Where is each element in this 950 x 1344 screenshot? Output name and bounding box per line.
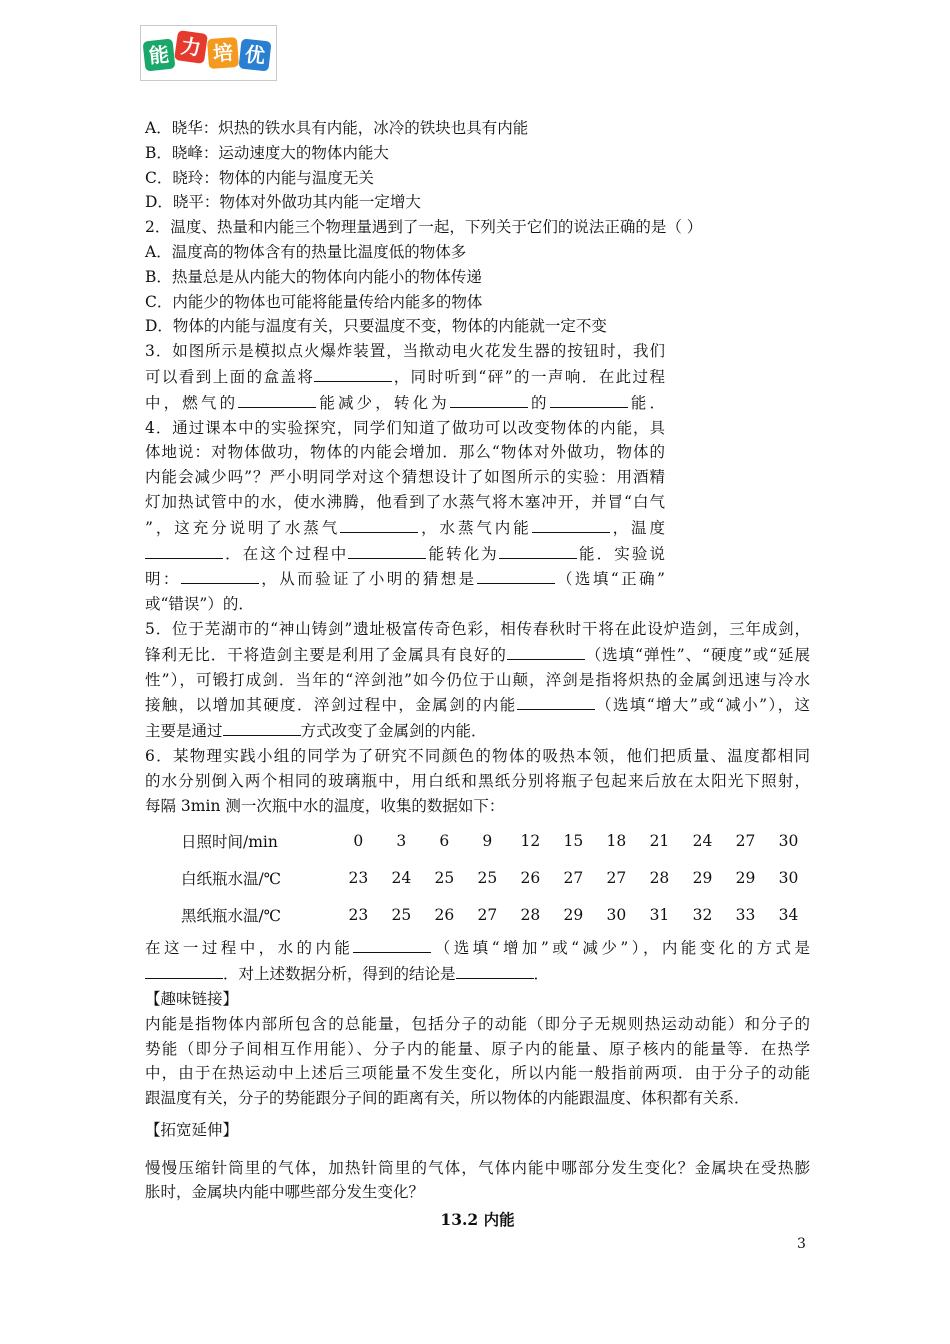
q4-text: （选填“正确” [554,570,665,589]
q5-line [145,642,810,668]
table-cell: 27 [563,868,584,887]
q5-line [145,718,810,744]
q6-text: ． [533,965,550,984]
q4-line [145,541,665,567]
answer-blank[interactable] [450,390,528,408]
table-cell: 25 [391,905,412,924]
q4-text: ”，这充分说明了水蒸气 [145,518,341,537]
table-row [181,896,810,933]
question-6 [145,744,810,987]
table-cell: 33 [735,905,756,924]
row-label: 白纸瓶水温/℃ [181,869,282,888]
q3-line [145,390,665,416]
table-cell: 29 [692,868,713,887]
q4-line: 灯加热试管中的水，使水沸腾，他看到了水蒸气将木塞冲开，并冒“白气 [145,492,665,511]
answer-blank[interactable] [238,390,316,408]
logo-char: 力 [174,30,208,64]
q5-text: 锋利无比．干将造剑主要是利用了金属具有良好的 [145,645,507,664]
answer-blank[interactable] [145,961,223,979]
q5-line: 性”），可锻打成剑．当年的“淬剑池”如今仍位于山颠，淬剑是指将炽热的金属剑迅速与冷水 [145,670,810,689]
q6-line: 每隔 3min 测一次瓶中水的温度，收集的数据如下： [145,796,505,815]
q4-line: 或“错误”）的． [145,595,254,614]
answer-blank[interactable] [314,364,392,382]
q5-text: 主要是通过 [145,722,223,741]
q4-line [145,566,665,592]
table-cell: 21 [649,831,670,850]
q3-text: 能减少，转化为 [316,393,450,412]
table-cell: 25 [477,868,498,887]
q1-option-d: D．晓平：物体对外做功其内能一定增大 [145,193,421,212]
table-cell: 26 [520,868,541,887]
table-cell: 25 [434,868,455,887]
table-cell: 30 [778,868,799,887]
q3-line: 3．如图所示是模拟点火爆炸装置，当揿动电火花发生器的按钮时，我们 [145,342,665,361]
answer-blank[interactable] [550,390,628,408]
q2-option-b: B．热量总是从内能大的物体向内能小的物体传递 [145,267,482,286]
q6-line [145,961,810,987]
answer-blank[interactable] [340,515,418,533]
table-cell: 30 [606,905,627,924]
q6-line: 6．某物理实践小组的同学为了研究不同颜色的物体的吸热本领，他们把质量、温度都相同 [145,746,810,765]
q1-option-a: A．晓华：炽热的铁水具有内能，冰冷的铁块也具有内能 [145,119,529,137]
q4-line: 体地说：对物体做功，物体的内能会增加．那么“物体对外做功，物体的 [145,443,665,462]
table-cell: 31 [649,905,670,924]
q5-text: 方式改变了金属剑的内能． [300,722,487,741]
fun-link-section [145,987,810,1111]
fun-line: 中，由于在热运动中上述后三项能量不发生变化，所以内能一般指前两项．由于分子的动能 [145,1064,810,1083]
q2-option-a: A．温度高的物体含有的热量比温度低的物体多 [145,242,467,261]
answer-blank[interactable] [477,566,555,584]
q2-option-c: C．内能少的物体也可能将能量传给内能多的物体 [145,292,483,311]
q5-line: 5．位于芜湖市的“神山铸剑”遗址极富传奇色彩，相传春秋时干将在此设炉造剑，三年成剑， [145,619,810,638]
ext-line: 胀时，金属块内能中哪些部分发生变化？ [145,1183,425,1202]
table-cell: 29 [735,868,756,887]
q3-text: 可以看到上面的盒盖将 [145,367,315,386]
q5-text: （选填“弹性”、“硬度”或“延展 [584,645,810,664]
q6-line: 的水分别倒入两个相同的玻璃瓶中，用白纸和黑纸分别将瓶子包起来后放在太阳光下照射， [145,771,810,790]
q4-text: ，水蒸气内能 [418,518,532,537]
table-cell: 27 [735,831,756,850]
table-row [181,822,810,859]
answer-blank[interactable] [507,642,585,660]
q4-text: 能．实验说 [576,544,665,563]
fun-line: 势能（即分子间相互作用能）、分子内的能量、原子内的能量、原子核内的能量等．在热学 [145,1039,810,1058]
q2-stem: 2．温度、热量和内能三个物理量遇到了一起，下列关于它们的说法正确的是（ ） [145,218,703,237]
table-cell: 32 [692,905,713,924]
table-cell: 28 [520,905,541,924]
answer-blank[interactable] [353,935,431,953]
table-cell: 9 [482,831,493,850]
q6-text: （选填“增加”或“减少”），内能变化的方式是 [431,939,810,958]
answer-blank[interactable] [456,961,534,979]
q5-text: （选填“增大”或“减小”），这 [594,696,810,715]
q4-text: 明： [145,570,181,589]
section-heading: 【趣味链接】 [145,989,239,1008]
ext-line: 慢慢压缩针筒里的气体，加热针筒里的气体，气体内能中哪部分发生变化？金属块在受热膨 [145,1158,810,1177]
q3-text: ，同时听到“砰”的一声响．在此过程 [392,367,665,386]
logo-char: 能 [143,39,176,72]
row-label: 日照时间/min [181,832,278,851]
question-3 [145,339,810,415]
q4-text: 能转化为 [426,544,499,563]
logo [140,25,277,81]
page-number: 3 [797,1236,806,1252]
question-4 [145,416,810,617]
table-cell: 6 [439,831,450,850]
table-cell: 27 [477,905,498,924]
q2-option-d: D．物体的内能与温度有关，只要温度不变，物体的内能就一定不变 [145,317,607,336]
q4-text: ．在这个过程中 [223,544,349,563]
table-cell: 0 [353,831,364,850]
answer-blank[interactable] [145,541,223,559]
q3-text: 能． [627,393,665,412]
q4-line [145,515,665,541]
fun-line: 内能是指物体内部所包含的总能量，包括分子的动能（即分子无规则热运动动能）和分子的 [145,1014,810,1033]
table-cell: 30 [778,831,799,850]
q4-text: ，温度 [609,518,665,537]
answer-blank[interactable] [517,692,595,710]
q6-text: 在这一过程中，水的内能 [145,939,354,958]
q4-line: 内能会减少吗”？严小明同学对这个猜想设计了如图所示的实验：用酒精 [145,468,665,487]
q6-line [145,935,810,961]
answer-blank[interactable] [532,515,610,533]
table-cell: 23 [348,868,369,887]
section-heading: 【拓宽延伸】 [145,1120,239,1139]
q3-text: 中，燃气的 [145,393,239,412]
document-body [145,116,810,1230]
table-cell: 27 [606,868,627,887]
extension-section [145,1118,810,1205]
table-cell: 24 [692,831,713,850]
table-cell: 34 [778,905,799,924]
q3-line [145,364,665,390]
q4-text: ，从而验证了小明的猜想是 [258,570,477,589]
table-cell: 3 [396,831,407,850]
table-cell: 24 [391,868,412,887]
logo-char: 培 [207,37,239,69]
row-label: 黑纸瓶水温/℃ [181,906,282,925]
table-cell: 15 [563,831,584,850]
q1-option-c: C．晓玲：物体的内能与温度无关 [145,168,374,187]
table-cell: 29 [563,905,584,924]
q6-text: ．对上述数据分析，得到的结论是 [223,965,456,984]
data-table [181,822,810,933]
table-cell: 18 [606,831,627,850]
question-5 [145,617,810,744]
q5-text: 接触，以增加其硬度．淬剑过程中，金属剑的内能 [145,696,517,715]
q3-text: 的 [527,393,550,412]
table-cell: 23 [348,905,369,924]
answer-blank[interactable] [223,718,301,736]
q4-line: 4．通过课本中的实验探究，同学们知道了做功可以改变物体的内能，具 [145,418,665,437]
table-cell: 12 [520,831,541,850]
table-row [181,859,810,896]
q5-line [145,692,810,718]
q1-option-b: B．晓峰：运动速度大的物体内能大 [145,143,389,162]
fun-line: 跟温度有关，分子的势能跟分子间的距离有关，所以物体的内能跟温度、体积都有关系． [145,1089,750,1108]
table-cell: 26 [434,905,455,924]
answer-blank[interactable] [348,541,426,559]
table-cell: 28 [649,868,670,887]
section-title: 13.2 内能 [440,1210,515,1230]
logo-char: 优 [239,39,272,72]
answer-blank[interactable] [499,541,577,559]
answer-blank[interactable] [181,566,259,584]
